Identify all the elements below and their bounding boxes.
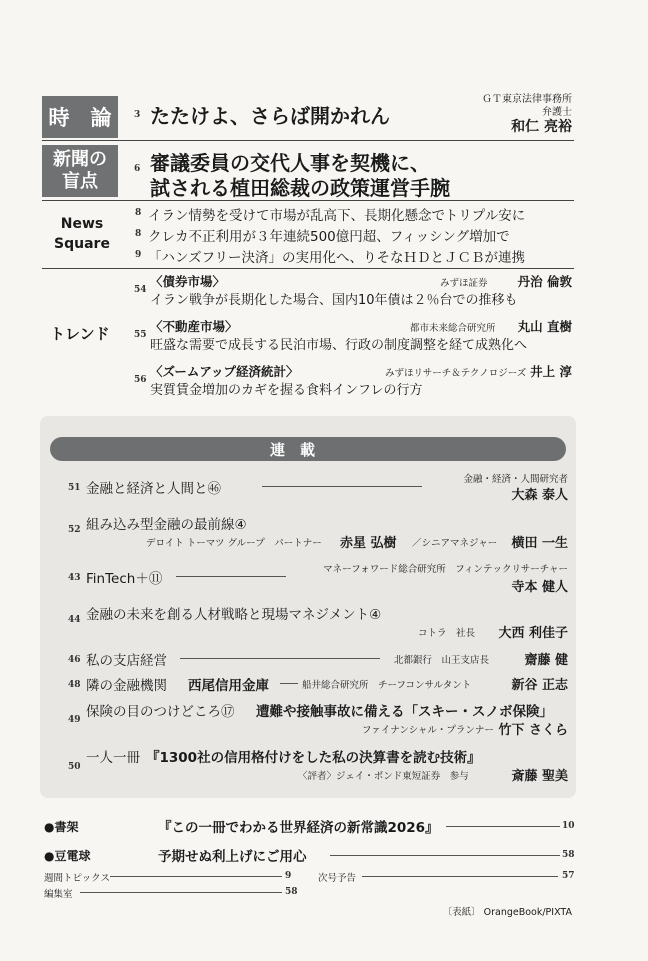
trend-text-2[interactable]: 旺盛な需要で成長する民泊市場、行政の制度調整を経て成熟化へ xyxy=(150,338,528,353)
rensai-title-6[interactable]: 隣の金融機関 xyxy=(86,678,167,694)
leader-line xyxy=(362,876,558,877)
rensai-title-1[interactable]: 金融と経済と人間と㊻ xyxy=(86,481,221,497)
rensai-author-7: 竹下 さくら xyxy=(498,723,568,738)
rensai-page-8: 50 xyxy=(68,762,81,772)
rensai-sub-8: 『1300社の信用格付けをした私の決算書を読む技術』 xyxy=(146,750,481,766)
shinbun-label-1: 新聞の xyxy=(53,149,107,170)
rensai-page-1: 51 xyxy=(68,483,81,493)
henshu-label[interactable]: 編集室 xyxy=(44,889,73,900)
trend-heading-1: 〈債券市場〉 xyxy=(150,274,226,289)
rensai-author-5: 齋藤 健 xyxy=(524,653,568,668)
leader-line xyxy=(110,876,282,877)
trend-page-2: 55 xyxy=(134,330,147,340)
jiron-title[interactable]: たたけよ、さらば開かれん xyxy=(150,104,390,128)
shoka-page: 10 xyxy=(562,821,575,831)
news-item-2[interactable]: クレカ不正利用が３年連続500億円超、フィッシング増加で xyxy=(148,229,510,245)
rensai-author-6: 新谷 正志 xyxy=(511,678,568,693)
shinbun-title-2[interactable]: 試される植田総裁の政策運営手腕 xyxy=(150,176,450,200)
rensai-author-8: 斎藤 聖美 xyxy=(511,769,568,784)
rensai-sub-7: 遭難や接触事故に備える「スキー・スノボ保険」 xyxy=(256,704,553,720)
trend-text-3[interactable]: 実質賃金増加のカギを握る食料インフレの行方 xyxy=(150,383,423,398)
leader-line xyxy=(446,826,560,827)
shinbun-label-2: 盲点 xyxy=(62,171,98,192)
trend-org-1: みずほ証券 xyxy=(440,278,488,289)
leader-line xyxy=(280,683,298,684)
trend-label: トレンド xyxy=(50,325,110,343)
mamedenkyu-page: 58 xyxy=(562,850,575,860)
leader-line xyxy=(262,486,422,487)
leader-line xyxy=(180,658,380,659)
trend-author-1: 丹治 倫敦 xyxy=(517,274,572,289)
leader-line xyxy=(80,892,282,893)
mamedenkyu-title[interactable]: 予期せぬ利上げにご用心 xyxy=(158,849,307,865)
rensai-org-8: 〈評者〉ジェイ・ボンド東短証券 参与 xyxy=(298,771,469,782)
rensai-page-2: 52 xyxy=(68,525,81,535)
rensai-page-6: 48 xyxy=(68,680,81,690)
rensai-page-4: 44 xyxy=(68,615,81,625)
news-label-2: Square xyxy=(54,236,110,252)
leader-line xyxy=(176,576,286,577)
rensai-title-3[interactable]: FinTech＋⑪ xyxy=(86,571,163,587)
news-page-3: 9 xyxy=(135,250,142,260)
rensai-org-1: 金融・経済・人間研究者 xyxy=(463,474,568,485)
rensai-org-7: ファイナンシャル・プランナー xyxy=(362,725,494,736)
trend-heading-3: 〈ズームアップ経済統計〉 xyxy=(150,364,299,379)
rensai-title-7[interactable]: 保険の目のつけどころ⑰ xyxy=(86,704,235,720)
rensai-title-4[interactable]: 金融の未来を創る人材戦略と現場マネジメント④ xyxy=(86,607,382,623)
rensai-title-8[interactable]: 一人一冊 xyxy=(86,750,140,766)
jiron-label: 時 論 xyxy=(42,96,118,138)
shoka-label: ●書架 xyxy=(44,820,79,834)
divider xyxy=(42,140,574,141)
rensai-org-5: 北都銀行 山王支店長 xyxy=(394,655,490,666)
mamedenkyu-label: ●豆電球 xyxy=(44,849,91,863)
topics-page: 9 xyxy=(285,871,292,881)
trend-page-3: 56 xyxy=(134,375,147,385)
shinbun-title-1[interactable]: 審議委員の交代人事を契機に、 xyxy=(150,151,430,175)
news-label-1: News xyxy=(60,216,104,232)
news-item-1[interactable]: イラン情勢を受けて市場が乱高下、長期化懸念でトリプル安に xyxy=(148,208,526,224)
rensai-page-5: 46 xyxy=(68,655,81,665)
news-label xyxy=(42,214,122,254)
jiron-role: 弁護士 xyxy=(542,107,572,118)
rensai-title-5[interactable]: 私の支店経営 xyxy=(86,653,167,669)
rensai-header: 連 載 xyxy=(270,441,316,459)
divider xyxy=(42,200,574,201)
rensai-author-1: 大森 泰人 xyxy=(511,488,568,503)
rensai-author-3: 寺本 健人 xyxy=(511,580,568,595)
trend-text-1[interactable]: イラン戦争が長期化した場合、国内10年債は２％台での推移も xyxy=(150,293,518,308)
rensai-author-4: 大西 利佳子 xyxy=(498,626,568,641)
leader-line xyxy=(330,855,560,856)
cover-credit: 〔表紙〕 OrangeBook/PIXTA xyxy=(442,907,572,918)
jiron-page: 3 xyxy=(134,110,141,120)
rensai-org-4: コトラ 社長 xyxy=(418,628,476,639)
henshu-page: 58 xyxy=(285,887,298,897)
shinbun-page: 6 xyxy=(134,164,141,174)
rensai-org-3: マネーフォワード総合研究所 フィンテックリサーチャー xyxy=(323,564,568,575)
shoka-title[interactable]: 『この一冊でわかる世界経済の新常識2026』 xyxy=(158,820,439,836)
topics-label[interactable]: 週間トピックス xyxy=(44,873,111,884)
trend-org-2: 都市未来総合研究所 xyxy=(410,323,496,334)
rensai-sub-6: 西尾信用金庫 xyxy=(188,678,269,694)
news-page-1: 8 xyxy=(135,208,142,218)
rensai-page-7: 49 xyxy=(68,715,81,725)
trend-page-1: 54 xyxy=(134,285,147,295)
trend-author-2: 丸山 直樹 xyxy=(517,319,572,334)
rensai-org-6: 船井総合研究所 チーフコンサルタント xyxy=(302,680,472,691)
rensai-mid-2: ／シニアマネジャー xyxy=(412,538,498,549)
rensai-author-2b: 横田 一生 xyxy=(511,536,568,551)
yokoku-label[interactable]: 次号予告 xyxy=(318,873,357,884)
news-page-2: 8 xyxy=(135,229,142,239)
rensai-author-2a: 赤星 弘樹 xyxy=(340,536,397,551)
jiron-author: 和仁 亮裕 xyxy=(511,119,572,135)
shinbun-label xyxy=(42,145,118,197)
news-item-3[interactable]: 「ハンズフリー決済」の実用化へ、りそなＨＤとＪＣＢが連携 xyxy=(148,250,526,266)
trend-org-3: みずほリサーチ＆テクノロジーズ xyxy=(385,368,527,379)
rensai-title-2[interactable]: 組み込み型金融の最前線④ xyxy=(86,517,247,533)
rensai-page-3: 43 xyxy=(68,573,81,583)
trend-heading-2: 〈不動産市場〉 xyxy=(150,319,238,334)
rensai-org-2: デロイト トーマツ グループ パートナー xyxy=(146,538,322,549)
divider xyxy=(42,268,574,269)
trend-author-3: 井上 淳 xyxy=(530,364,572,379)
jiron-org: ＧＴ東京法律事務所 xyxy=(482,94,572,105)
yokoku-page: 57 xyxy=(562,871,575,881)
